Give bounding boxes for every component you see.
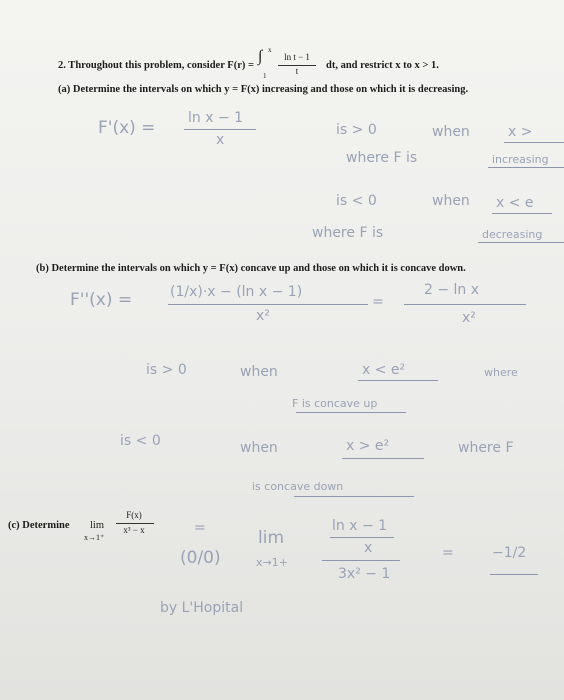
b-result-denominator: x² — [462, 310, 476, 326]
a-fraction-bar — [184, 129, 256, 130]
b-positive: is > 0 — [146, 362, 187, 378]
b-concave-up: F is concave up — [292, 397, 378, 410]
b-condition-1: x < e² — [362, 362, 406, 378]
a-fraction-denominator: x — [216, 132, 225, 148]
a-fraction-numerator: ln x − 1 — [188, 110, 244, 126]
c-equals-2: = — [442, 545, 454, 561]
c-denominator: 3x² − 1 — [338, 566, 391, 582]
b-condition-2-underline — [342, 458, 424, 459]
c-numerator-denominator: x — [364, 540, 373, 556]
b-second-derivative-label: F''(x) = — [70, 290, 133, 310]
a-condition-2: x < e — [496, 195, 534, 211]
b-condition-1-underline — [358, 380, 438, 381]
a-positive: is > 0 — [336, 122, 377, 138]
b-when-1: when — [240, 364, 278, 380]
integral-lower: 1 — [263, 72, 267, 80]
b-concave-up-underline — [296, 412, 406, 413]
c-indeterminate: (0/0) — [180, 548, 221, 568]
b-result-bar — [404, 304, 526, 305]
c-answer: −1/2 — [492, 545, 527, 561]
integrand-numerator: ln t − 1 — [284, 52, 310, 62]
b-result-numerator: 2 − ln x — [424, 282, 480, 298]
a-where-2: where F is — [312, 225, 384, 241]
c-numerator-bar — [330, 537, 394, 538]
a-condition-1-underline — [504, 142, 564, 143]
c-lim: lim — [258, 528, 285, 548]
part-b-text: (b) Determine the intervals on which y = F(x) concave up and those on which it is concave down. — [36, 263, 466, 274]
b-when-2: when — [240, 440, 278, 456]
part-c-bar — [116, 523, 154, 524]
b-where-1: where — [484, 366, 518, 379]
part-a-text: (a) Determine the intervals on which y = F(x) increasing and those on which it is decreasing. — [58, 84, 469, 95]
a-derivative-label: F'(x) = — [98, 118, 156, 138]
b-condition-2: x > e² — [346, 438, 390, 454]
problem-intro-tail: dt, and restrict x to x > 1. — [326, 60, 439, 71]
a-negative: is < 0 — [336, 193, 377, 209]
c-numerator: ln x − 1 — [332, 518, 388, 534]
part-c-label: (c) Determine — [8, 520, 70, 531]
integral-sign: ∫ — [258, 48, 263, 65]
c-answer-underline — [490, 574, 538, 575]
c-equals: = — [194, 520, 206, 536]
part-c-lim: lim — [90, 520, 105, 531]
a-condition-1: x > — [508, 124, 533, 140]
a-when-2: when — [432, 193, 470, 209]
c-lim-sub: x→1+ — [256, 556, 288, 569]
problem-intro: 2. Throughout this problem, consider F(r) = — [58, 60, 254, 71]
b-concave-down: is concave down — [252, 480, 344, 493]
a-decreasing-underline — [478, 242, 564, 243]
a-where-1: where F is — [346, 150, 418, 166]
a-increasing-underline — [488, 167, 564, 168]
a-decreasing: decreasing — [482, 228, 543, 241]
a-increasing: increasing — [492, 153, 549, 166]
a-when-1: when — [432, 124, 470, 140]
b-fraction-bar — [168, 304, 368, 305]
c-main-bar — [322, 560, 400, 561]
b-concave-down-underline — [294, 496, 414, 497]
c-lhopital-note: by L'Hopital — [160, 600, 244, 616]
b-fraction-denominator: x² — [256, 308, 270, 324]
integral-upper: x — [268, 46, 272, 54]
b-where-2: where F — [458, 440, 514, 456]
part-c-numerator: F(x) — [126, 510, 142, 520]
integrand-denominator: t — [295, 66, 299, 76]
b-fraction-numerator: (1/x)·x − (ln x − 1) — [170, 284, 303, 300]
b-equals: = — [372, 294, 384, 310]
part-c-denominator: x³ − x — [123, 525, 145, 535]
b-negative: is < 0 — [120, 433, 161, 449]
part-c-lim-sub: x→1⁺ — [84, 533, 105, 542]
a-condition-2-underline — [492, 213, 552, 214]
